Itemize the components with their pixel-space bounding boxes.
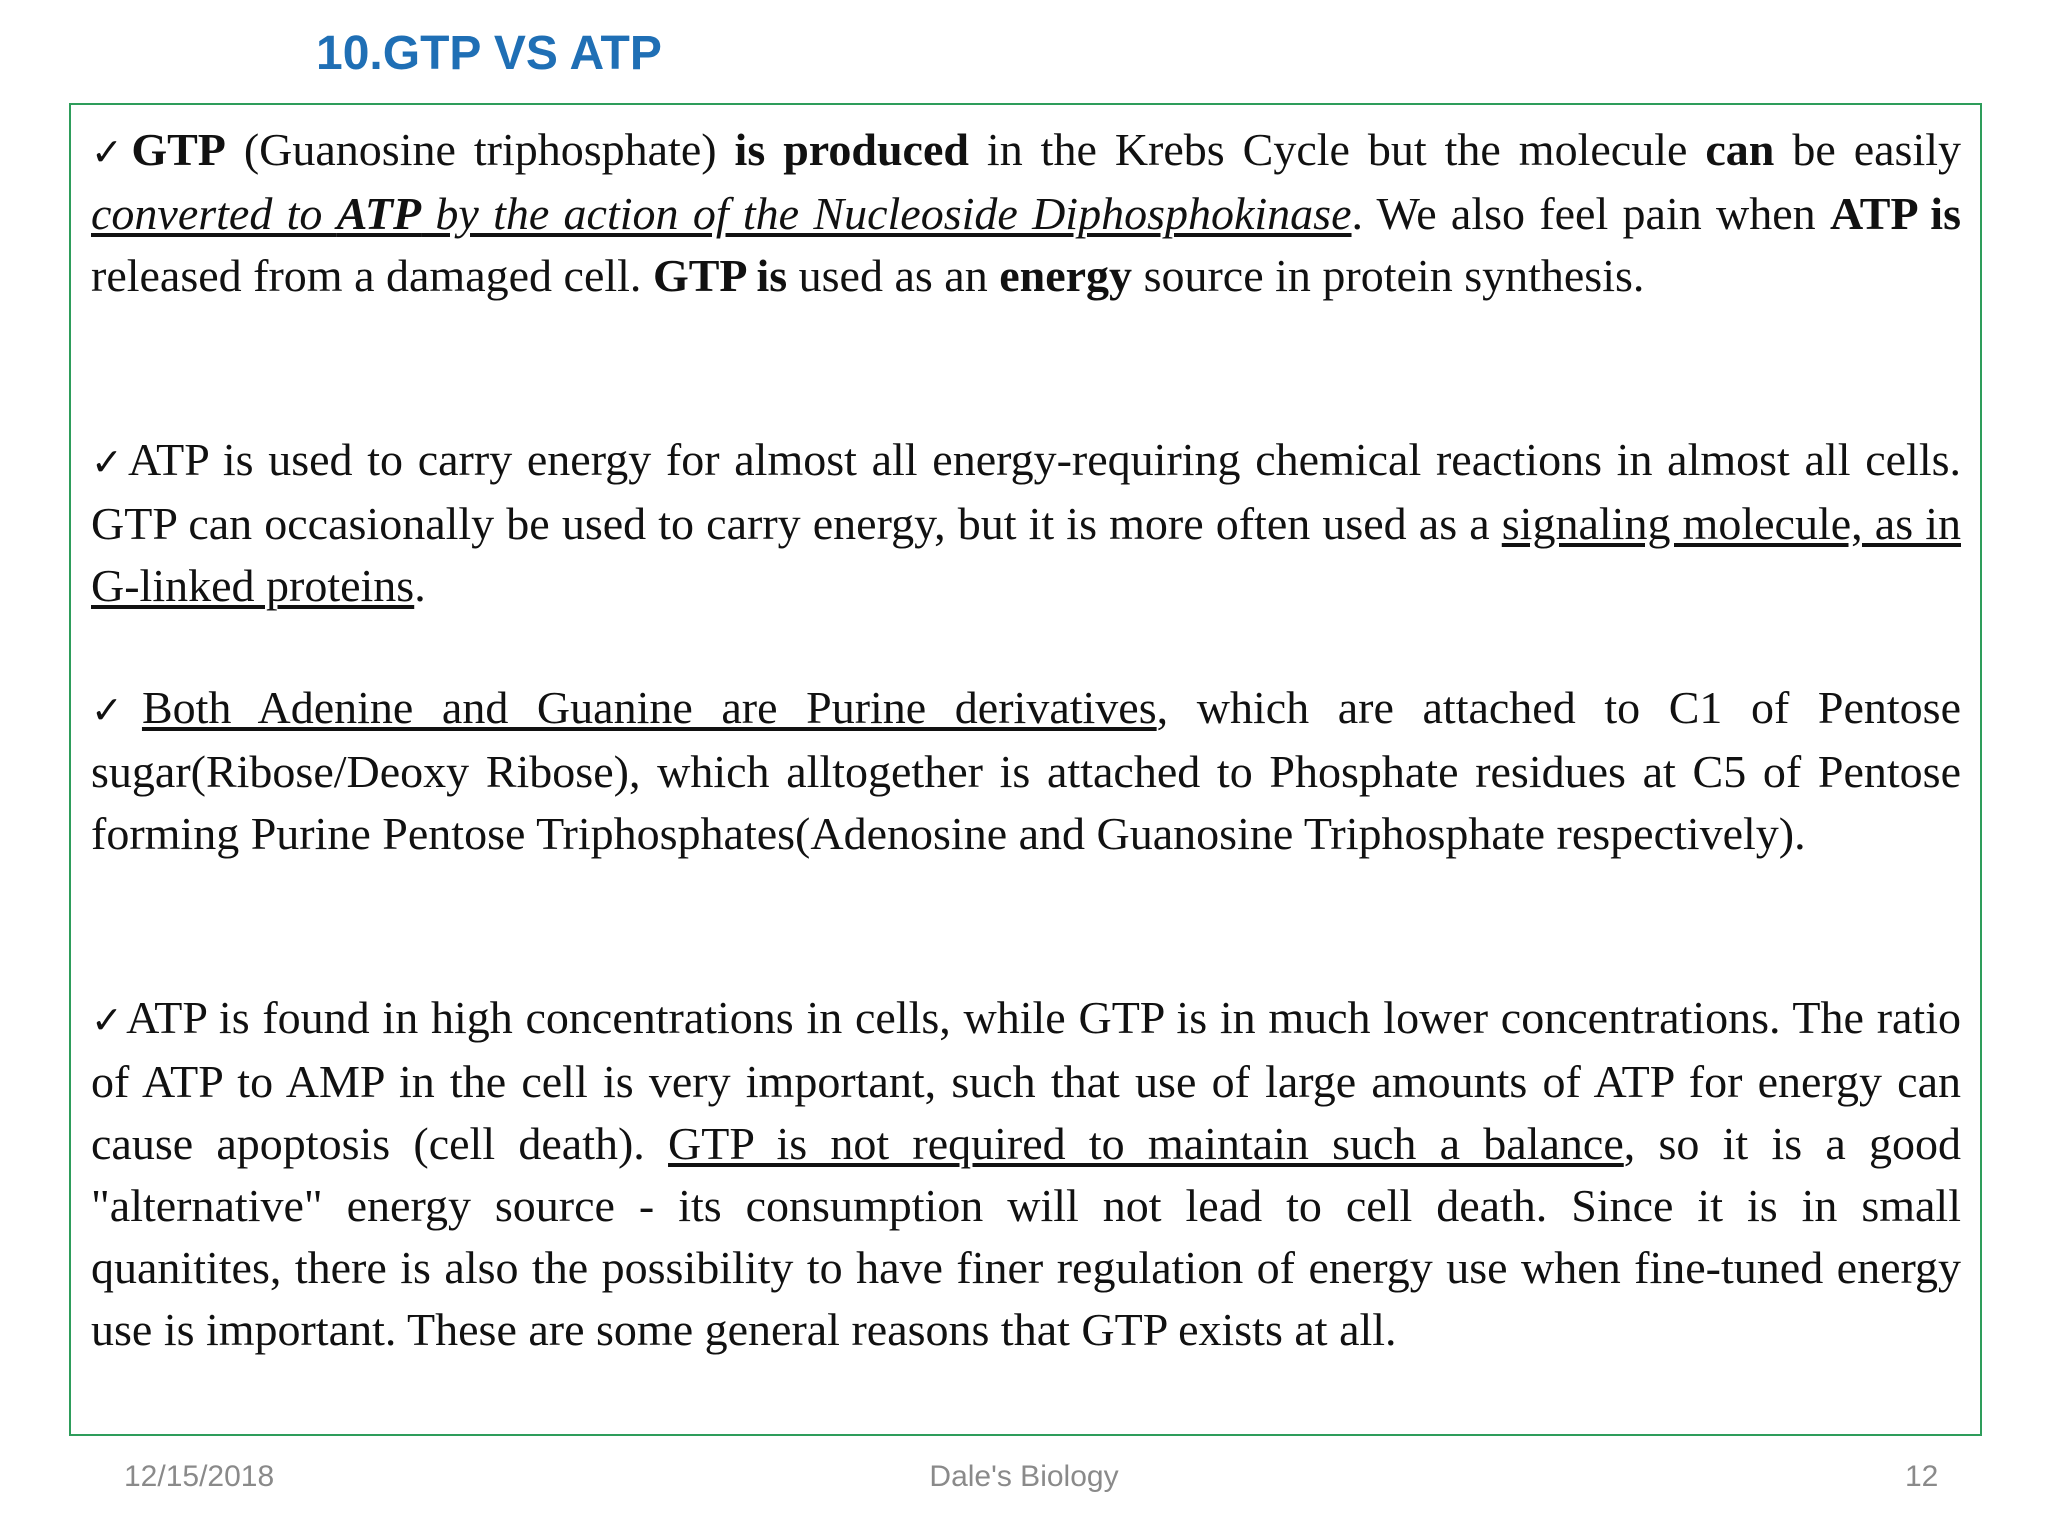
checkmark-icon: ✓ <box>91 130 130 174</box>
text-bold: energy <box>999 250 1133 301</box>
footer-date: 12/15/2018 <box>124 1460 275 1493</box>
paragraph-atp-usage <box>91 429 1961 617</box>
underlined-text: GTP is not required to maintain such a balance <box>668 1118 1624 1169</box>
paragraph-concentrations <box>91 987 1961 1361</box>
text-bold: is produced <box>734 124 969 175</box>
underlined-text: signaling molecule, as in G-linked proteins <box>91 498 1961 611</box>
text-run: , so it is a good "alternative" energy source - its consumption will not lead to cell death. Since it is in small quanitites, there is also the possibility to have finer regulation of energy use when fine-tuned energy use is important. These are some general reasons that GTP exists at all. <box>91 1118 1962 1355</box>
text-italic: converted to <box>91 188 337 239</box>
text-run: used as an <box>787 250 1000 301</box>
underlined-text: Both Adenine and Guanine are Purine derivatives <box>141 682 1157 733</box>
text-run: ATP is found in high concentrations in cells, while GTP is in much lower concentrations. The ratio of ATP to AMP in the cell is very important, such that use of large amounts of ATP for energy can cause apoptosis (cell death). <box>91 992 1961 1169</box>
text-run: , which are attached to C1 of Pentose sugar(Ribose/Deoxy Ribose), which alltogether is attached to Phosphate residues at C5 of Pentose forming Purine Pentose Triphosphates(Adenosine and Guanosine Triphosphate respectively). <box>91 682 1961 859</box>
underlined-italic-text <box>91 188 1352 239</box>
text-bold: GTP is <box>652 250 788 301</box>
text-run: in the Krebs Cycle but the molecule <box>968 124 1706 175</box>
paragraph-gtp-production <box>91 119 1961 307</box>
checkmark-icon: ✓ <box>91 440 127 484</box>
paragraph-purine-derivatives <box>91 677 1961 865</box>
text-run: source in protein synthesis. <box>1132 250 1645 301</box>
page-number: 12 <box>1905 1460 1939 1493</box>
content-box <box>69 103 1982 1436</box>
checkmark-icon: ✓ <box>91 998 125 1042</box>
slide-title: 10.GTP VS ATP <box>316 27 662 80</box>
text-bold: ATP <box>336 188 422 239</box>
text-bold: can <box>1705 124 1775 175</box>
text-bold-italic <box>337 188 421 239</box>
text-run: released from a damaged cell. <box>91 250 653 301</box>
text-run: be easily <box>1774 124 1962 175</box>
text-italic: by the action of the Nucleoside Diphosphokinase <box>421 188 1352 239</box>
text-run: . <box>414 560 426 611</box>
checkmark-icon: ✓ <box>91 688 140 732</box>
text-bold: ATP is <box>1829 188 1961 239</box>
text-bold: GTP <box>131 124 226 175</box>
text-run: ATP is used to carry energy for almost all energy-requiring chemical reactions in almost all cells. GTP can occasionally be used to carry energy, but it is more often used as a <box>91 434 1961 549</box>
text-run: . We also feel pain when <box>1351 188 1830 239</box>
text-run: (Guanosine triphosphate) <box>225 124 735 175</box>
footer-title: Dale's Biology <box>929 1460 1119 1493</box>
